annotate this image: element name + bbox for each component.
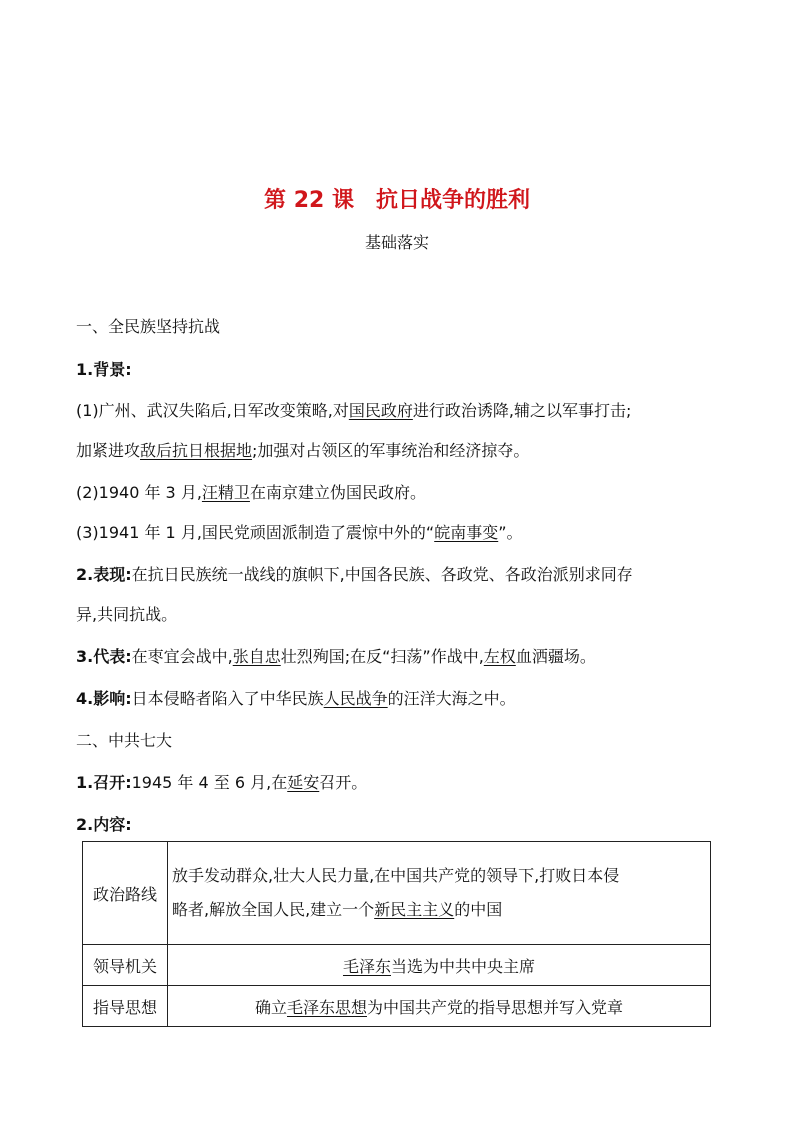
section-heading-1: 一、全民族坚持抗战	[76, 317, 221, 336]
item-label: 3.代表:	[76, 647, 132, 666]
text-segment: 在南京建立伪国民政府。	[249, 483, 426, 502]
text-segment: 召开。	[319, 773, 368, 792]
answer-blank: 张自忠	[232, 647, 281, 666]
text-segment: 放手发动群众,壮大人民力量,在中国共产党的领导下,打败日本侵	[172, 866, 620, 885]
content-table	[82, 841, 711, 1027]
answer-blank: 敌后抗日根据地	[140, 441, 253, 460]
item-label: 4.影响:	[76, 689, 132, 708]
text-segment: 当选为中共中央主席	[391, 956, 536, 976]
item-label: 2.表现:	[76, 565, 132, 584]
text-segment: 的汪洋大海之中。	[387, 689, 516, 708]
answer-blank: 皖南事变	[434, 523, 499, 542]
text-segment: 略者,解放全国人民,建立一个	[172, 900, 375, 919]
text-segment: 的中国	[454, 900, 503, 919]
row-label: 指导思想	[83, 986, 168, 1027]
manifestation-line-2: 异,共同抗战。	[76, 605, 178, 624]
answer-blank: 人民战争	[323, 689, 388, 708]
background-heading: 1.背景:	[76, 360, 132, 379]
text-segment: 壮烈殉国;在反“扫荡”作战中,	[280, 647, 484, 666]
text-segment: 在抗日民族统一战线的旗帜下,中国各民族、各政党、各政治派别求同存	[131, 565, 633, 584]
text-segment: 加紧进攻	[76, 441, 141, 460]
row-label: 政治路线	[83, 842, 168, 945]
convene	[76, 772, 716, 794]
content-heading: 2.内容:	[76, 815, 132, 834]
text-line	[172, 893, 706, 927]
row-value	[168, 986, 711, 1027]
section-heading-2: 二、中共七大	[76, 731, 173, 750]
answer-blank: 毛泽东	[342, 956, 391, 976]
manifestation-line-1	[76, 564, 716, 586]
text-segment: 进行政治诱降,辅之以军事打击;	[412, 401, 632, 420]
row-value	[168, 842, 711, 945]
table-row	[83, 945, 711, 986]
text-segment: ;加强对占领区的军事统治和经济掠夺。	[252, 441, 530, 460]
text-segment: 血洒疆场。	[515, 647, 596, 666]
background-item-1-line-2	[76, 440, 716, 462]
answer-blank: 国民政府	[348, 401, 413, 420]
text-segment: 确立	[254, 997, 287, 1017]
answer-blank: 汪精卫	[201, 483, 250, 502]
text-segment: 日本侵略者陷入了中华民族	[131, 689, 324, 708]
item-label: 1.召开:	[76, 773, 132, 792]
answer-blank: 毛泽东思想	[286, 997, 367, 1017]
background-item-1-line-1	[76, 400, 716, 422]
text-segment: (3)1941 年 1 月,国民党顽固派制造了震惊中外的“	[76, 523, 435, 542]
text-segment: 在枣宜会战中,	[131, 647, 233, 666]
text-segment: ”。	[498, 523, 523, 542]
text-segment: 为中国共产党的指导思想并写入党章	[367, 997, 624, 1017]
row-value	[168, 945, 711, 986]
answer-blank: 左权	[483, 647, 516, 666]
background-item-2	[76, 482, 716, 504]
text-segment: 1945 年 4 至 6 月,在	[131, 773, 288, 792]
answer-blank: 新民主主义	[374, 900, 455, 919]
representatives	[76, 646, 716, 668]
text-segment: (2)1940 年 3 月,	[76, 483, 202, 502]
table-row	[83, 986, 711, 1027]
table-row	[83, 842, 711, 945]
answer-blank: 延安	[287, 773, 320, 792]
section-subtitle: 基础落实	[364, 233, 429, 252]
lesson-title: 第 22 课 抗日战争的胜利	[264, 188, 530, 213]
background-item-3	[76, 522, 716, 544]
impact	[76, 688, 716, 710]
text-segment: (1)广州、武汉失陷后,日军改变策略,对	[76, 401, 349, 420]
row-label: 领导机关	[83, 945, 168, 986]
